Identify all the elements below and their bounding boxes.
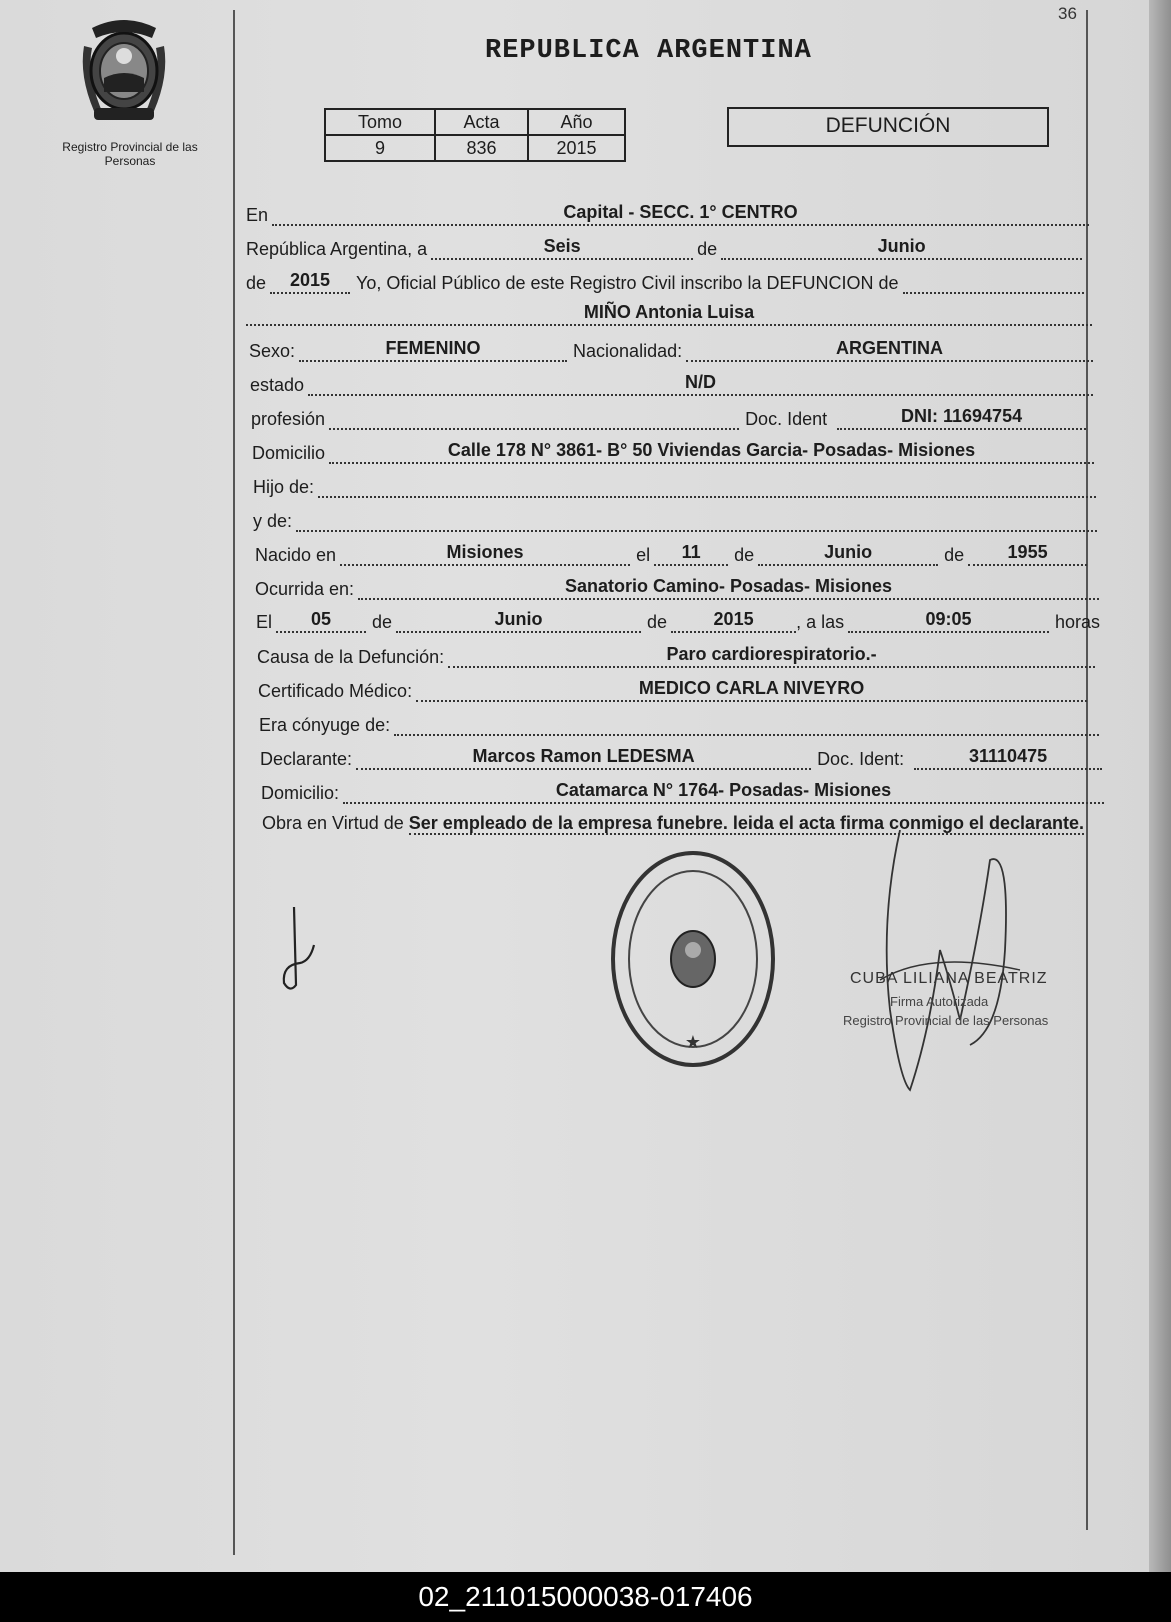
horas-label: horas xyxy=(1054,612,1100,632)
acta-header: Acta xyxy=(435,109,528,135)
doc-field[interactable]: DNI: 11694754 xyxy=(837,404,1086,430)
nacido-label: Nacido en xyxy=(255,545,337,565)
anio-value: 2015 xyxy=(528,135,625,161)
estado-label: estado xyxy=(250,375,305,395)
acta-value: 836 xyxy=(435,135,528,161)
birth-month-field[interactable]: Junio xyxy=(758,540,938,566)
row-conyuge xyxy=(259,710,1099,736)
registry-name: Registro Provincial de las Personas xyxy=(62,140,198,168)
nacionalidad-label: Nacionalidad: xyxy=(573,341,683,361)
page-number: 36 xyxy=(1058,4,1077,23)
death-day-field[interactable]: 05 xyxy=(276,607,366,633)
row-year xyxy=(246,268,1084,294)
inscribo-blank[interactable] xyxy=(903,268,1084,294)
decl-domicilio-label: Domicilio: xyxy=(261,783,340,803)
signatory-org: Registro Provincial de las Personas xyxy=(843,1013,1049,1028)
signatory-name: CUBA LILIANA BEATRIZ xyxy=(850,970,1048,987)
row-sexo xyxy=(249,336,1093,362)
birth-day-field[interactable]: 11 xyxy=(654,540,728,566)
sexo-field[interactable]: FEMENINO xyxy=(299,336,567,362)
row-declarante xyxy=(260,744,1102,770)
profesion-field[interactable] xyxy=(329,404,739,430)
de-year-label: de xyxy=(246,273,267,293)
row-republica xyxy=(246,234,1082,260)
deceased-name-field[interactable]: MIÑO Antonia Luisa xyxy=(246,300,1092,326)
reference-header-row xyxy=(325,109,625,135)
row-hijo xyxy=(253,472,1096,498)
estado-field[interactable]: N/D xyxy=(308,370,1093,396)
conyuge-label: Era cónyuge de: xyxy=(259,715,391,735)
El-label: El xyxy=(256,612,273,632)
en-label: En xyxy=(246,205,269,225)
yde-field[interactable] xyxy=(296,506,1097,532)
domicilio-label: Domicilio xyxy=(252,443,326,463)
hijo-label: Hijo de: xyxy=(253,477,315,497)
hijo-field[interactable] xyxy=(318,472,1096,498)
birth-year-field[interactable]: 1955 xyxy=(968,540,1087,566)
yde-label: y de: xyxy=(253,511,293,531)
footer-code: 02_211015000038-017406 xyxy=(0,1572,1171,1622)
decl-domicilio-field[interactable]: Catamarca N° 1764- Posadas- Misiones xyxy=(343,778,1104,804)
official-stamp-icon xyxy=(608,848,778,1070)
row-yde xyxy=(253,506,1097,532)
decl-doc-label: Doc. Ident: xyxy=(817,749,905,769)
doc-label: Doc. Ident xyxy=(745,409,828,429)
province-seal-icon xyxy=(74,16,174,126)
inscribo-text: Yo, Oficial Público de este Registro Civil inscribo la DEFUNCION de xyxy=(356,273,899,293)
reference-table xyxy=(324,108,626,162)
row-en xyxy=(246,200,1089,226)
obra-field[interactable]: Ser empleado de la empresa funebre. leida el acta firma conmigo el declarante. xyxy=(408,813,1085,833)
obra-label: Obra en Virtud de xyxy=(262,813,404,833)
declarante-label: Declarante: xyxy=(260,749,353,769)
el-label: el xyxy=(636,545,651,565)
reference-value-row xyxy=(325,135,625,161)
tomo-header: Tomo xyxy=(325,109,435,135)
death-year-field[interactable]: 2015 xyxy=(671,607,796,633)
row-profesion xyxy=(251,404,1086,430)
en-field[interactable]: Capital - SECC. 1° CENTRO xyxy=(272,200,1089,226)
birth-de-label: de xyxy=(734,545,755,565)
record-type-box: DEFUNCIÓN xyxy=(727,107,1049,147)
conyuge-field[interactable] xyxy=(394,710,1099,736)
svg-text:★: ★ xyxy=(684,1032,702,1053)
nacionalidad-field[interactable]: ARGENTINA xyxy=(686,336,1093,362)
death-de2-label: de xyxy=(647,612,668,632)
row-decl-domicilio xyxy=(261,778,1104,804)
right-margin-line xyxy=(1086,10,1088,1530)
alas-label: , a las xyxy=(796,612,845,632)
certificado-label: Certificado Médico: xyxy=(258,681,413,701)
tomo-value: 9 xyxy=(325,135,435,161)
signatory-role: Firma Autorizada xyxy=(890,994,989,1009)
de-label: de xyxy=(697,239,718,259)
death-month-field[interactable]: Junio xyxy=(396,607,641,633)
certificado-field[interactable]: MEDICO CARLA NIVEYRO xyxy=(416,676,1087,702)
row-certificado xyxy=(258,676,1087,702)
row-ocurrida xyxy=(255,574,1099,600)
signature-icon xyxy=(870,830,1050,1100)
row-deceased xyxy=(246,300,1092,326)
row-causa xyxy=(257,642,1095,668)
ocurrida-field[interactable]: Sanatorio Camino- Posadas- Misiones xyxy=(358,574,1099,600)
decl-doc-field[interactable]: 31110475 xyxy=(914,744,1102,770)
republica-label: República Argentina, a xyxy=(246,239,428,259)
year-field[interactable]: 2015 xyxy=(270,268,350,294)
birth-de2-label: de xyxy=(944,545,965,565)
domicilio-field[interactable]: Calle 178 N° 3861- B° 50 Viviendas Garcia- Posadas- Misiones xyxy=(329,438,1094,464)
row-estado xyxy=(250,370,1093,396)
row-domicilio xyxy=(252,438,1094,464)
death-time-field[interactable]: 09:05 xyxy=(848,607,1049,633)
initial-signature-icon xyxy=(280,905,320,995)
row-nacido xyxy=(255,540,1087,566)
month-field[interactable]: Junio xyxy=(721,234,1082,260)
row-death-date xyxy=(256,607,1100,633)
anio-header: Año xyxy=(528,109,625,135)
page-title: REPUBLICA ARGENTINA xyxy=(485,36,812,66)
declarante-field[interactable]: Marcos Ramon LEDESMA xyxy=(356,744,811,770)
page-edge xyxy=(1149,0,1171,1572)
left-margin-line xyxy=(233,10,235,1555)
ocurrida-label: Ocurrida en: xyxy=(255,579,355,599)
sexo-label: Sexo: xyxy=(249,341,296,361)
profesion-label: profesión xyxy=(251,409,326,429)
day-field[interactable]: Seis xyxy=(431,234,693,260)
death-de-label: de xyxy=(372,612,393,632)
nacido-field[interactable]: Misiones xyxy=(340,540,630,566)
causa-field[interactable]: Paro cardiorespiratorio.- xyxy=(448,642,1095,668)
causa-label: Causa de la Defunción: xyxy=(257,647,445,667)
